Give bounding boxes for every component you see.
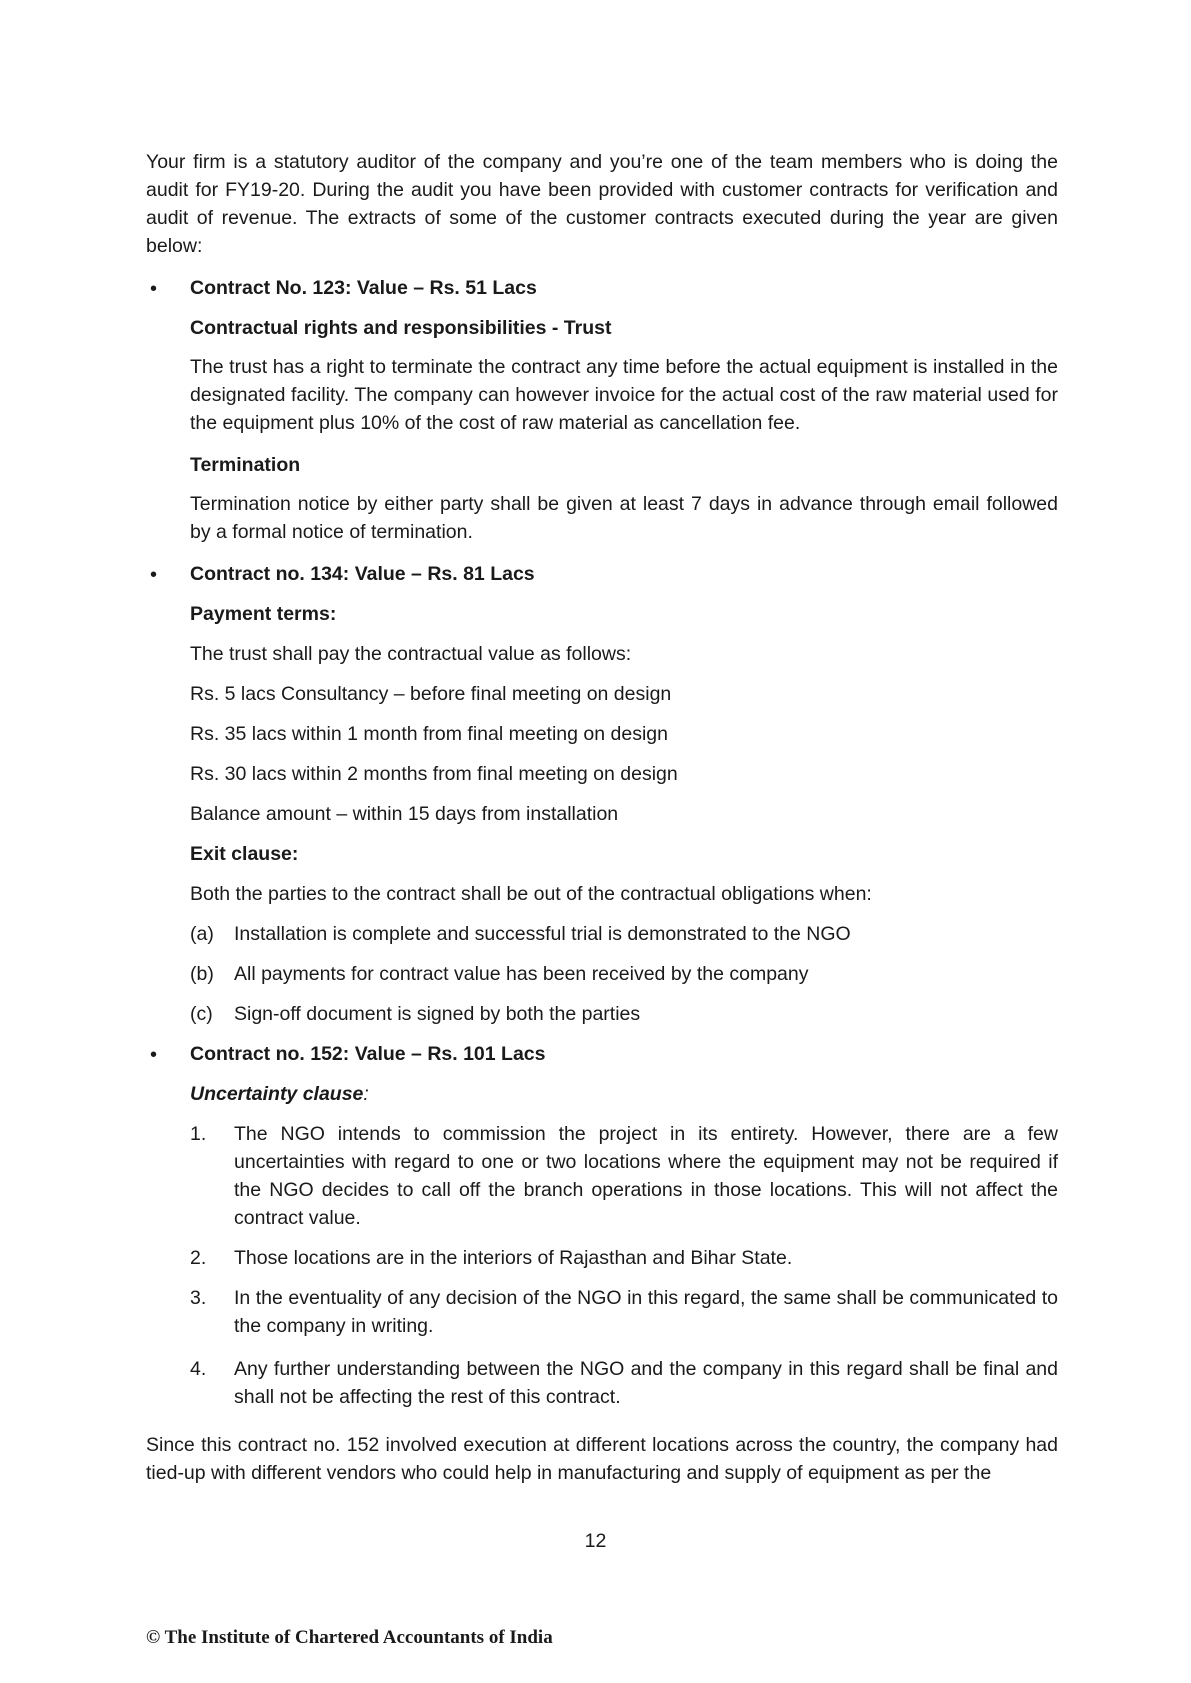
uncertainty-item (190, 1355, 1058, 1411)
uncertainty-item-marker: 1. (190, 1123, 207, 1145)
exit-item (190, 1000, 1058, 1028)
uncertainty-item (190, 1120, 1058, 1232)
exit-item-text: All payments for contract value has been received by the company (234, 963, 809, 985)
exit-item-marker: (a) (190, 923, 214, 945)
contract-123-termination-text: Termination notice by either party shall be given at least 7 days in advance through email followed by a formal notice of termination. (190, 493, 1058, 543)
page-number: 12 (584, 1530, 607, 1552)
uncertainty-item-text: The NGO intends to commission the project in its entirety. However, there are a few uncertainties with regard to one or two locations where the equipment may not be required if the NGO decides to call off the branch operations in those locations. This will not affect the contract value. (234, 1123, 1058, 1229)
exit-item (190, 920, 1058, 948)
uncertainty-item-marker: 3. (190, 1287, 207, 1309)
bullet-contract-134: • (150, 564, 158, 586)
uncertainty-heading-colon: : (363, 1083, 369, 1105)
uncertainty-heading-text: Uncertainty clause (190, 1083, 364, 1105)
payment-line: Balance amount – within 15 days from installation (190, 803, 619, 825)
uncertainty-item-marker: 2. (190, 1247, 207, 1269)
contract-123-rights-heading: Contractual rights and responsibilities - Trust (190, 317, 612, 339)
exit-item-marker: (b) (190, 963, 214, 985)
exit-item (190, 960, 1058, 988)
payment-line: Rs. 35 lacs within 1 month from final meeting on design (190, 723, 668, 745)
contract-134-exit-heading: Exit clause: (190, 843, 299, 865)
uncertainty-item (190, 1244, 1058, 1272)
uncertainty-item (190, 1284, 1058, 1340)
payment-line: The trust shall pay the contractual value as follows: (190, 643, 632, 665)
exit-item-marker: (c) (190, 1003, 213, 1025)
contract-123-heading: Contract No. 123: Value – Rs. 51 Lacs (190, 277, 537, 299)
bullet-contract-123: • (150, 278, 158, 300)
uncertainty-item-text: Any further understanding between the NGO and the company in this regard shall be final and shall not be affecting the rest of this contract. (234, 1358, 1058, 1408)
closing-paragraph: Since this contract no. 152 involved execution at different locations across the country, the company had tied-up with different vendors who could help in manufacturing and supply of equipment as per the (146, 1434, 1058, 1484)
payment-line: Rs. 30 lacs within 2 months from final meeting on design (190, 763, 678, 785)
contract-123-termination-heading: Termination (190, 454, 301, 476)
contract-152-heading: Contract no. 152: Value – Rs. 101 Lacs (190, 1043, 546, 1065)
intro-paragraph: Your firm is a statutory auditor of the company and you’re one of the team members who is doing the audit for FY19-20. During the audit you have been provided with customer contracts for verification and audit of revenue. The extracts of some of the customer contracts executed during the year are given below: (146, 151, 1058, 257)
contract-123-rights-text: The trust has a right to terminate the contract any time before the actual equipment is installed in the designated facility. The company can however invoice for the actual cost of the raw material used for the equipment plus 10% of the cost of raw material as cancellation fee. (190, 356, 1058, 434)
uncertainty-item-text: Those locations are in the interiors of Rajasthan and Bihar State. (234, 1247, 793, 1269)
contract-134-heading: Contract no. 134: Value – Rs. 81 Lacs (190, 563, 535, 585)
exit-item-text: Sign-off document is signed by both the parties (234, 1003, 641, 1025)
exit-item-text: Installation is complete and successful trial is demonstrated to the NGO (234, 923, 851, 945)
exit-intro: Both the parties to the contract shall be out of the contractual obligations when: (190, 883, 872, 905)
footer-copyright: © The Institute of Chartered Accountants of India (146, 1627, 553, 1648)
contract-134-payment-heading: Payment terms: (190, 603, 337, 625)
uncertainty-item-text: In the eventuality of any decision of the NGO in this regard, the same shall be communicated to the company in writing. (234, 1287, 1058, 1337)
bullet-contract-152: • (150, 1044, 158, 1066)
payment-line: Rs. 5 lacs Consultancy – before final meeting on design (190, 683, 672, 705)
contract-152-uncertainty-heading (190, 1080, 369, 1108)
uncertainty-item-marker: 4. (190, 1358, 207, 1380)
